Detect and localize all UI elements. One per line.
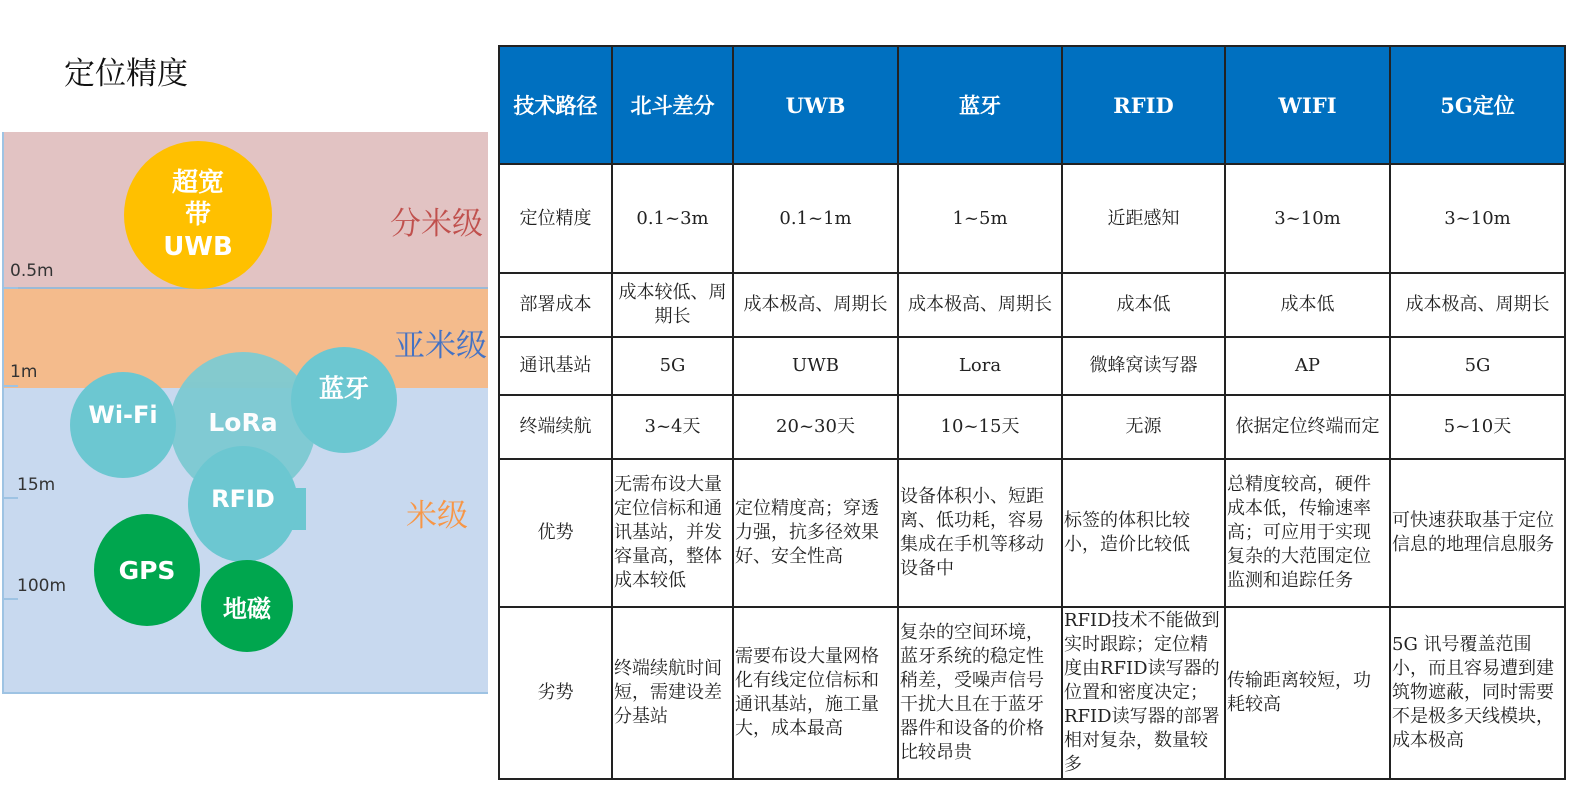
gps-circle-label: GPS [118,555,176,585]
row-label: 定位精度 [499,164,612,273]
level-meter: 米级 [406,498,468,534]
geomagnetic-circle [201,560,293,652]
table-cell: 3~10m [1225,164,1390,273]
table-cell: 依据定位终端而定 [1225,395,1390,459]
table-cell: 设备体积小、短距离、低功耗，容易集成在手机等移动设备中 [898,459,1062,607]
gps-circle [94,514,200,626]
axis-tick [2,598,18,600]
table-cell: 5G [1390,337,1565,395]
axis-label-0.5m: 0.5m [10,261,54,281]
table-cell: 成本低 [1062,273,1225,337]
header-cell: 技术路径 [499,46,612,164]
uwb-circle-label: 超宽 带 UWB [163,168,233,262]
axis-label-100m: 100m [17,576,67,596]
geomagnetic-circle-label: 地磁 [223,594,271,623]
uwb-circle [124,141,272,289]
bluetooth-circle [291,347,397,453]
lora-circle-label: LoRa [208,408,278,437]
table-cell: 终端续航时间短，需建设差分基站 [612,607,733,779]
table-cell: 需要布设大量网格化有线定位信标和通讯基站，施工量大，成本最高 [733,607,898,779]
table-row [499,164,1565,273]
table-row [499,607,1565,779]
vertical-axis [2,132,4,694]
table-cell: 无源 [1062,395,1225,459]
table-cell: 定位精度高；穿透力强，抗多径效果好、安全性高 [733,459,898,607]
table-cell: 成本极高、周期长 [898,273,1062,337]
table-cell: 成本较低、周期长 [612,273,733,337]
table-cell: 可快速获取基于定位信息的地理信息服务 [1390,459,1565,607]
table-cell: 微蜂窝读写器 [1062,337,1225,395]
table-cell: 总精度较高，硬件成本低，传输速率高；可应用于实现复杂的大范围定位监测和追踪任务 [1225,459,1390,607]
table-cell: 复杂的空间环境，蓝牙系统的稳定性稍差，受噪声信号干扰大且在于蓝牙器件和设备的价格比较昂贵 [898,607,1062,779]
header-cell: RFID [1062,46,1225,164]
header-cell: WIFI [1225,46,1390,164]
table-row [499,459,1565,607]
table-cell: 5G 讯号覆盖范围小，而且容易遭到建筑物遮蔽，同时需要不是极多天线模块，成本极高 [1390,607,1565,779]
row-label: 劣势 [499,607,612,779]
header-cell: 北斗差分 [612,46,733,164]
wifi-circle [70,372,176,478]
accuracy-diagram [0,0,495,804]
table-cell: 近距感知 [1062,164,1225,273]
table-cell: 传输距离较短，功耗较高 [1225,607,1390,779]
comparison-table [498,45,1566,780]
header-cell: 蓝牙 [898,46,1062,164]
level-decimeter: 分米级 [390,206,483,242]
table-cell: 1~5m [898,164,1062,273]
axis-tick [2,497,18,499]
wifi-circle-label: Wi-Fi [88,401,158,429]
table-cell: RFID技术不能做到实时跟踪；定位精度由RFID读写器的位置和密度决定；RFID读写器的部署相对复杂，数量较多 [1062,607,1225,779]
table-cell: 0.1~1m [733,164,898,273]
table-cell: UWB [733,337,898,395]
axis-label-1m: 1m [10,362,38,382]
band-divider [2,287,488,289]
axis-label-15m: 15m [17,475,56,495]
table-cell: 3~4天 [612,395,733,459]
table-cell: 5~10天 [1390,395,1565,459]
table-cell: 标签的体积比较小，造价比较低 [1062,459,1225,607]
axis-tick [2,385,18,387]
rfid-circle [188,446,298,562]
table-row [499,337,1565,395]
table-cell: 10~15天 [898,395,1062,459]
rfid-circle-label: RFID [211,485,275,513]
table-cell: 成本极高、周期长 [1390,273,1565,337]
table-row [499,273,1565,337]
table-cell: AP [1225,337,1390,395]
table-cell: 3~10m [1390,164,1565,273]
table-row [499,395,1565,459]
header-cell: UWB [733,46,898,164]
table-cell: 无需布设大量定位信标和通讯基站，并发容量高，整体成本较低 [612,459,733,607]
bluetooth-circle-label: 蓝牙 [318,374,369,403]
row-label: 优势 [499,459,612,607]
table-cell: 成本极高、周期长 [733,273,898,337]
row-label: 通讯基站 [499,337,612,395]
table-cell: 成本低 [1225,273,1390,337]
table-cell: 20~30天 [733,395,898,459]
row-label: 部署成本 [499,273,612,337]
header-cell: 5G定位 [1390,46,1565,164]
level-sub-meter: 亚米级 [394,328,487,364]
table-header-row [499,46,1565,164]
row-label: 终端续航 [499,395,612,459]
page-title: 定位精度 [64,56,188,92]
table-cell: 5G [612,337,733,395]
bottom-axis-line [2,692,488,694]
table-cell: Lora [898,337,1062,395]
axis-tick [2,287,18,289]
table-cell: 0.1~3m [612,164,733,273]
